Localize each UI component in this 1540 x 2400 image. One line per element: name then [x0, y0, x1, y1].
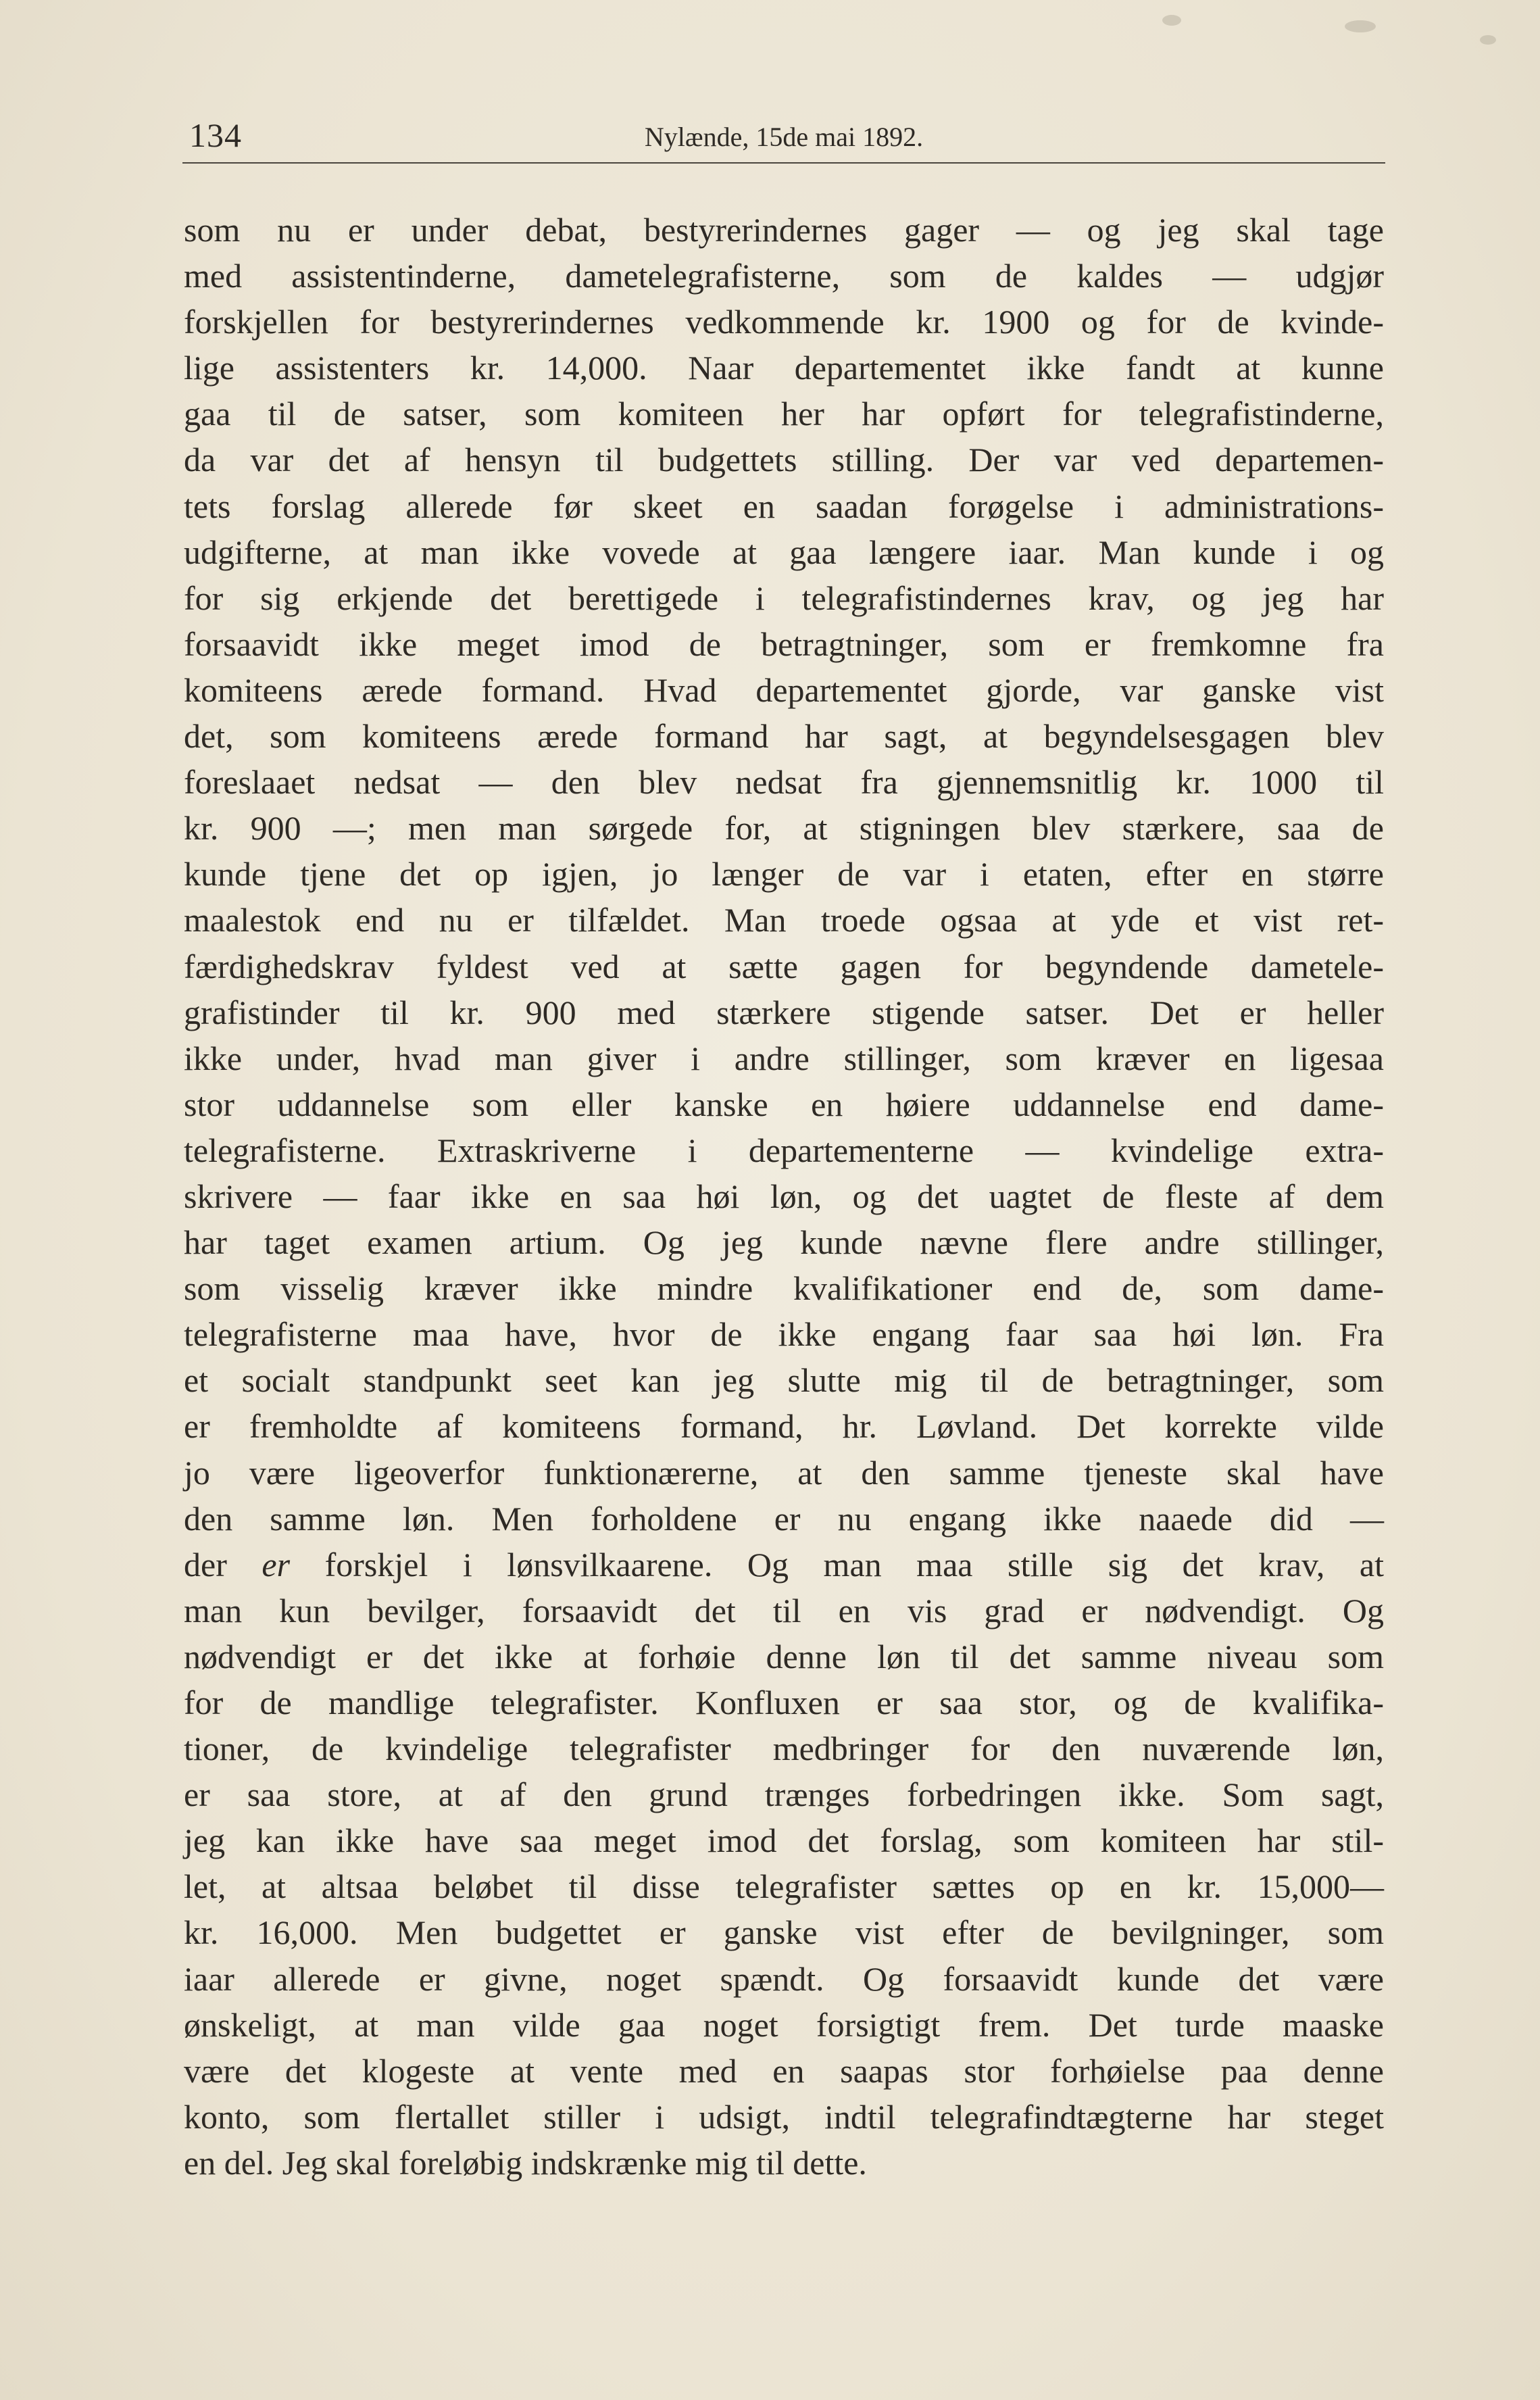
text-line: let, at altsaa beløbet til disse telegrafister sættes op en kr. 15,000—: [184, 1867, 1384, 1906]
text-line: som nu er under debat, bestyrerindernes gager — og jeg skal tage: [184, 211, 1384, 249]
text-line: kr. 16,000. Men budgettet er ganske vist efter de bevilgninger, som: [184, 1913, 1384, 1952]
text-line: tets forslag allerede før skeet en saadan forøgelse i administrations-: [184, 487, 1384, 525]
text-line: være det klogeste at vente med en saapas stor forhøielse paa denne: [184, 2051, 1384, 2090]
text-line: komiteens ærede formand. Hvad departementet gjorde, var ganske vist: [184, 670, 1384, 709]
text-line: ikke under, hvad man giver i andre stillinger, som kræver en ligesaa: [184, 1039, 1384, 1077]
text-line: telegrafisterne. Extraskriverne i departementerne — kvindelige extra-: [184, 1131, 1384, 1169]
text-line: iaar allerede er givne, noget spændt. Og forsaavidt kunde det være: [184, 1959, 1384, 1998]
text-line: et socialt standpunkt seet kan jeg slutte mig til de betragtninger, som: [184, 1361, 1384, 1400]
print-smudge: [1480, 35, 1496, 45]
text-line: lige assistenters kr. 14,000. Naar departementet ikke fandt at kunne: [184, 349, 1384, 387]
text-line-start: der: [184, 1545, 262, 1584]
text-line: kunde tjene det op igjen, jo længer de var i etaten, efter en større: [184, 855, 1384, 893]
text-line: jo være ligeoverfor funktionærerne, at den samme tjeneste skal have: [184, 1453, 1384, 1492]
text-line: skrivere — faar ikke en saa høi løn, og det uagtet de fleste af dem: [184, 1177, 1384, 1215]
print-smudge: [1162, 15, 1181, 26]
text-line: jeg kan ikke have saa meget imod det forslag, som komiteen har stil-: [184, 1821, 1384, 1860]
text-line: færdighedskrav fyldest ved at sætte gagen for begyndende dametele-: [184, 947, 1384, 985]
italic-word: er: [262, 1545, 291, 1584]
text-line: [184, 1542, 1384, 1588]
running-head: Nylænde, 15de mai 1892.: [644, 122, 924, 152]
text-line: foreslaaet nedsat — den blev nedsat fra gjennemsnitlig kr. 1000 til: [184, 763, 1384, 802]
body-text: [184, 207, 1384, 2186]
text-line: forsaavidt ikke meget imod de betragtninger, som er fremkomne fra: [184, 625, 1384, 663]
text-line: gaa til de satser, som komiteen her har opført for telegrafistinderne,: [184, 395, 1384, 433]
text-line: med assistentinderne, dametelegrafisterne, som de kaldes — udgjør: [184, 257, 1384, 295]
page-number: 134: [189, 116, 242, 154]
text-line: har taget examen artium. Og jeg kunde nævne flere andre stillinger,: [184, 1223, 1384, 1262]
page-header: [182, 115, 1385, 164]
text-line: man kun bevilger, forsaavidt det til en vis grad er nødvendigt. Og: [184, 1591, 1384, 1630]
text-line: som visselig kræver ikke mindre kvalifikationer end de, som dame-: [184, 1269, 1384, 1308]
text-line: er saa store, at af den grund trænges forbedringen ikke. Som sagt,: [184, 1775, 1384, 1814]
text-line: maalestok end nu er tilfældet. Man troede ogsaa at yde et vist ret-: [184, 901, 1384, 939]
text-line: stor uddannelse som eller kanske en høiere uddannelse end dame-: [184, 1085, 1384, 1123]
text-line: tioner, de kvindelige telegrafister medbringer for den nuværende løn,: [184, 1730, 1384, 1768]
print-smudge: [1345, 20, 1376, 32]
text-line: for de mandlige telegrafister. Konfluxen er saa stor, og de kvalifika-: [184, 1684, 1384, 1721]
text-line: ønskeligt, at man vilde gaa noget forsigtigt frem. Det turde maaske: [184, 2005, 1384, 2044]
text-line: er fremholdte af komiteens formand, hr. Løvland. Det korrekte vilde: [184, 1407, 1384, 1446]
text-line: da var det af hensyn til budgettets stilling. Der var ved departemen-: [184, 441, 1384, 479]
text-line: nødvendigt er det ikke at forhøie denne løn til det samme niveau som: [184, 1637, 1384, 1675]
text-line: den samme løn. Men forholdene er nu engang ikke naaede did —: [184, 1499, 1384, 1538]
text-line: konto, som flertallet stiller i udsigt, indtil telegrafindtægterne har steget: [184, 2097, 1384, 2136]
text-line: grafistinder til kr. 900 med stærkere stigende satser. Det er heller: [184, 993, 1384, 1031]
text-line-rest: forskjel i lønsvilkaarene. Og man maa stille sig det krav, at: [290, 1545, 1384, 1584]
text-line: udgifterne, at man ikke vovede at gaa længere iaar. Man kunde i og: [184, 533, 1384, 571]
text-line: for sig erkjende det berettigede i telegrafistindernes krav, og jeg har: [184, 579, 1384, 617]
text-line: kr. 900 —; men man sørgede for, at stigningen blev stærkere, saa de: [184, 809, 1384, 848]
text-line-last: en del. Jeg skal foreløbig indskrænke mig til dette.: [184, 2143, 867, 2182]
text-line: forskjellen for bestyrerindernes vedkommende kr. 1900 og for de kvinde-: [184, 303, 1384, 341]
text-line: telegrafisterne maa have, hvor de ikke engang faar saa høi løn. Fra: [184, 1315, 1384, 1354]
text-line: det, som komiteens ærede formand har sagt, at begyndelsesgagen blev: [184, 717, 1384, 756]
